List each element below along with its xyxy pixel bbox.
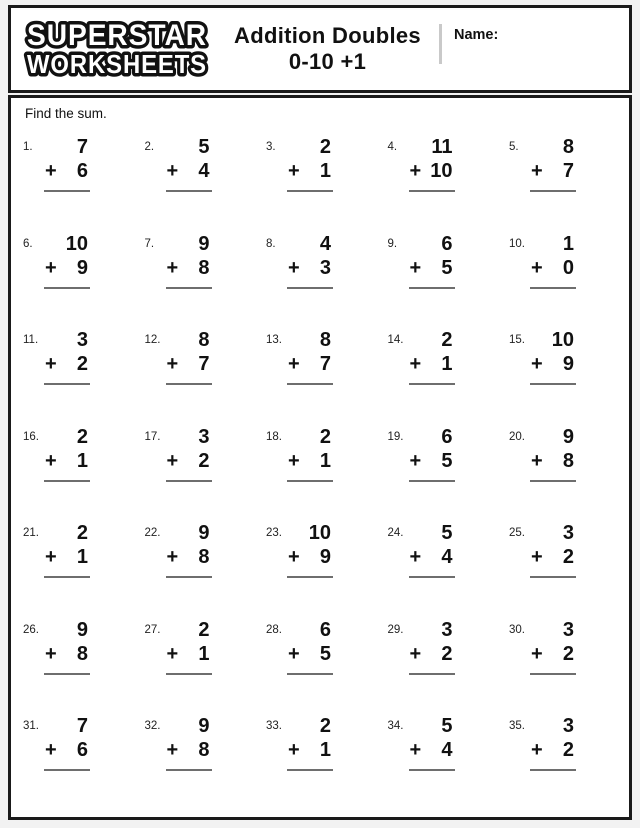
bottom-row — [530, 354, 576, 375]
bottom-row — [409, 258, 455, 279]
bottom-addend: 1 — [319, 160, 331, 182]
problem-stack — [287, 716, 333, 807]
plus-operator: + — [166, 739, 179, 761]
bottom-addend: 1 — [319, 449, 331, 472]
plus-operator: + — [166, 353, 179, 375]
top-addend: 5 — [441, 522, 453, 544]
answer-line — [530, 576, 576, 578]
top-addend: 9 — [76, 618, 88, 641]
plus-operator: + — [166, 256, 179, 279]
problem-stack — [166, 716, 212, 807]
answer-line — [530, 480, 576, 482]
plus-operator: + — [166, 642, 179, 665]
top-addend: 2 — [319, 425, 331, 448]
problem-cell — [20, 228, 142, 325]
answer-line — [409, 769, 455, 771]
bottom-addend: 2 — [562, 546, 574, 568]
answer-line — [287, 673, 333, 675]
plus-operator: + — [166, 449, 179, 472]
top-addend: 8 — [198, 329, 210, 351]
problem-cell — [506, 421, 628, 518]
problem-number: 1. — [23, 141, 33, 153]
top-addend: 1 — [562, 232, 574, 255]
bottom-addend: 7 — [198, 353, 210, 375]
problem-cell — [20, 324, 142, 421]
problem-stack — [530, 620, 576, 711]
problem-number: 3. — [266, 141, 276, 153]
problem-number: 18. — [266, 430, 282, 443]
bottom-row — [530, 258, 576, 279]
bottom-addend: 5 — [319, 642, 331, 665]
problem-cell — [263, 710, 385, 807]
problem-number: 11. — [23, 334, 39, 346]
problem-stack — [530, 330, 576, 421]
answer-line — [287, 190, 333, 192]
problem-stack — [166, 523, 212, 614]
plus-operator: + — [45, 353, 57, 375]
top-addend: 6 — [319, 618, 331, 641]
top-addend: 9 — [198, 232, 210, 255]
problem-cell — [263, 517, 385, 614]
bottom-addend: 7 — [562, 160, 574, 182]
problem-cell — [385, 614, 507, 711]
problem-cell — [263, 324, 385, 421]
bottom-row — [44, 740, 90, 761]
top-addend: 3 — [562, 522, 574, 544]
bottom-row — [166, 740, 212, 761]
answer-line — [530, 287, 576, 289]
plus-operator: + — [45, 546, 57, 568]
problem-number: 26. — [23, 623, 39, 636]
top-addend: 10 — [551, 329, 574, 351]
logo-line1: SUPERSTAR — [27, 19, 207, 52]
bottom-addend: 9 — [562, 353, 574, 375]
plus-operator: + — [409, 546, 422, 568]
problem-stack — [44, 234, 90, 325]
answer-line — [44, 480, 90, 482]
plus-operator: + — [166, 160, 179, 182]
plus-operator: + — [288, 739, 300, 761]
instruction-text: Find the sum. — [25, 106, 107, 121]
top-addend: 9 — [198, 522, 210, 544]
answer-line — [166, 480, 212, 482]
bottom-addend: 0 — [562, 256, 574, 279]
bottom-row — [287, 644, 333, 665]
problems-grid — [20, 131, 628, 807]
problem-cell — [142, 614, 264, 711]
answer-line — [530, 769, 576, 771]
worksheet-body — [8, 95, 632, 820]
problem-cell — [506, 131, 628, 228]
problem-cell — [142, 710, 264, 807]
problem-number: 29. — [387, 623, 404, 636]
top-addend: 3 — [198, 425, 210, 448]
plus-operator: + — [166, 546, 179, 568]
problem-number: 32. — [144, 720, 161, 732]
problem-stack — [287, 620, 333, 711]
problem-stack — [409, 137, 455, 228]
answer-line — [166, 383, 212, 385]
answer-line — [530, 673, 576, 675]
problem-cell — [263, 614, 385, 711]
problem-number: 10. — [509, 237, 525, 250]
problem-number: 33. — [266, 720, 282, 732]
top-addend: 8 — [319, 329, 331, 351]
name-section — [439, 8, 629, 90]
plus-operator: + — [45, 642, 57, 665]
bottom-addend: 2 — [562, 739, 574, 761]
problem-stack — [166, 234, 212, 325]
plus-operator: + — [531, 160, 543, 182]
top-addend: 4 — [319, 232, 331, 255]
bottom-row — [530, 644, 576, 665]
bottom-addend: 1 — [76, 449, 88, 472]
top-addend: 2 — [319, 715, 331, 737]
plus-operator: + — [409, 160, 422, 182]
problem-cell — [385, 228, 507, 325]
answer-line — [166, 576, 212, 578]
problem-cell — [142, 324, 264, 421]
title-line2: 0-10 +1 — [288, 49, 367, 74]
bottom-row — [44, 161, 90, 182]
plus-operator: + — [409, 449, 422, 472]
top-addend: 2 — [76, 522, 88, 544]
top-addend: 8 — [562, 136, 574, 158]
problem-number: 27. — [144, 623, 161, 636]
answer-line — [409, 383, 455, 385]
plus-operator: + — [409, 353, 422, 375]
plus-operator: + — [409, 642, 422, 665]
problem-number: 15. — [509, 334, 525, 346]
top-addend: 3 — [76, 329, 88, 351]
bottom-row — [287, 161, 333, 182]
header — [8, 5, 632, 93]
bottom-row — [166, 547, 212, 568]
plus-operator: + — [288, 160, 300, 182]
problem-stack — [409, 523, 455, 614]
problem-stack — [44, 330, 90, 421]
top-addend: 6 — [441, 232, 453, 255]
plus-operator: + — [288, 642, 300, 665]
bottom-row — [166, 354, 212, 375]
bottom-addend: 2 — [562, 642, 574, 665]
top-addend: 5 — [441, 715, 453, 737]
plus-operator: + — [531, 739, 543, 761]
bottom-addend: 4 — [441, 546, 453, 568]
answer-line — [166, 769, 212, 771]
problem-cell — [142, 131, 264, 228]
bottom-addend: 6 — [76, 160, 88, 182]
problem-stack — [166, 620, 212, 711]
answer-line — [409, 287, 455, 289]
name-divider — [439, 24, 442, 64]
problem-stack — [166, 427, 212, 518]
bottom-row — [287, 258, 333, 279]
problem-stack — [409, 620, 455, 711]
plus-operator: + — [531, 256, 543, 279]
problem-cell — [263, 131, 385, 228]
plus-operator: + — [45, 160, 57, 182]
problem-cell — [385, 131, 507, 228]
bottom-row — [409, 644, 455, 665]
top-addend: 10 — [65, 232, 88, 255]
bottom-row — [287, 547, 333, 568]
problem-cell — [385, 421, 507, 518]
top-addend: 5 — [198, 136, 210, 158]
plus-operator: + — [531, 546, 543, 568]
problem-stack — [409, 427, 455, 518]
problem-number: 25. — [509, 527, 525, 539]
problem-number: 20. — [509, 430, 525, 443]
bottom-row — [287, 451, 333, 472]
problem-cell — [20, 517, 142, 614]
answer-line — [287, 383, 333, 385]
problem-stack — [530, 523, 576, 614]
problem-number: 34. — [387, 720, 404, 732]
answer-line — [530, 190, 576, 192]
problem-cell — [20, 710, 142, 807]
answer-line — [44, 383, 90, 385]
answer-line — [409, 190, 455, 192]
problem-number: 6. — [23, 237, 33, 250]
superstar-worksheets-logo — [11, 16, 216, 82]
problem-stack — [409, 330, 455, 421]
top-addend: 3 — [562, 618, 574, 641]
bottom-row — [166, 451, 212, 472]
bottom-addend: 7 — [319, 353, 331, 375]
problem-number: 8. — [266, 237, 276, 250]
answer-line — [166, 190, 212, 192]
problem-stack — [530, 137, 576, 228]
bottom-addend: 1 — [319, 739, 331, 761]
bottom-row — [44, 258, 90, 279]
problem-stack — [166, 330, 212, 421]
bottom-row — [409, 547, 455, 568]
top-addend: 9 — [562, 425, 574, 448]
problem-stack — [287, 137, 333, 228]
bottom-row — [409, 740, 455, 761]
plus-operator: + — [45, 449, 57, 472]
plus-operator: + — [409, 739, 422, 761]
problem-number: 7. — [144, 237, 155, 250]
top-addend: 10 — [308, 522, 331, 544]
answer-line — [44, 769, 90, 771]
plus-operator: + — [288, 256, 300, 279]
bottom-row — [44, 644, 90, 665]
top-addend: 11 — [431, 136, 453, 158]
problem-stack — [287, 330, 333, 421]
problem-number: 22. — [144, 527, 161, 539]
problem-cell — [263, 228, 385, 325]
top-addend: 2 — [441, 329, 453, 351]
bottom-row — [409, 354, 455, 375]
problem-stack — [44, 523, 90, 614]
bottom-addend: 4 — [441, 739, 453, 761]
problem-cell — [142, 421, 264, 518]
plus-operator: + — [288, 449, 300, 472]
worksheet-title — [216, 23, 439, 76]
logo-graphic — [21, 16, 213, 82]
bottom-addend: 2 — [198, 449, 210, 472]
bottom-addend: 1 — [198, 642, 210, 665]
bottom-addend: 1 — [76, 546, 88, 568]
problem-number: 16. — [23, 430, 39, 443]
problem-stack — [44, 427, 90, 518]
top-addend: 7 — [76, 715, 88, 737]
problem-stack — [287, 234, 333, 325]
problem-cell — [142, 228, 264, 325]
problem-cell — [506, 710, 628, 807]
problem-number: 4. — [387, 141, 398, 153]
problem-cell — [20, 614, 142, 711]
problem-cell — [506, 614, 628, 711]
answer-line — [44, 576, 90, 578]
problem-number: 5. — [509, 141, 519, 153]
top-addend: 3 — [441, 618, 453, 641]
problem-stack — [44, 620, 90, 711]
plus-operator: + — [45, 739, 57, 761]
problem-number: 9. — [387, 237, 398, 250]
bottom-row — [530, 451, 576, 472]
problem-cell — [385, 517, 507, 614]
top-addend: 6 — [441, 425, 453, 448]
bottom-addend: 1 — [441, 353, 453, 375]
problem-number: 24. — [387, 527, 404, 539]
plus-operator: + — [531, 449, 543, 472]
top-addend: 2 — [198, 618, 210, 641]
problem-number: 21. — [23, 527, 39, 539]
plus-operator: + — [531, 353, 543, 375]
bottom-addend: 8 — [198, 256, 210, 279]
top-addend: 9 — [198, 715, 210, 737]
problem-stack — [409, 716, 455, 807]
answer-line — [166, 287, 212, 289]
problem-cell — [142, 517, 264, 614]
bottom-addend: 9 — [319, 546, 331, 568]
title-line1: Addition Doubles — [234, 22, 421, 48]
top-addend: 3 — [562, 715, 574, 737]
problem-stack — [287, 427, 333, 518]
problem-number: 13. — [266, 334, 282, 346]
problem-stack — [287, 523, 333, 614]
bottom-row — [44, 451, 90, 472]
logo-line2: WORKSHEETS — [27, 49, 207, 79]
bottom-row — [530, 740, 576, 761]
answer-line — [409, 480, 455, 482]
answer-line — [44, 287, 90, 289]
bottom-row — [166, 161, 212, 182]
problem-cell — [20, 421, 142, 518]
problem-number: 17. — [144, 430, 161, 443]
top-addend: 7 — [76, 136, 88, 158]
answer-line — [166, 673, 212, 675]
problem-stack — [44, 716, 90, 807]
problem-stack — [530, 427, 576, 518]
name-label: Name: — [454, 27, 499, 43]
problem-number: 23. — [266, 527, 282, 539]
problem-number: 19. — [387, 430, 404, 443]
answer-line — [409, 673, 455, 675]
bottom-row — [287, 740, 333, 761]
problem-number: 30. — [509, 623, 525, 636]
problem-cell — [385, 324, 507, 421]
answer-line — [287, 287, 333, 289]
bottom-addend: 5 — [441, 449, 453, 472]
answer-line — [44, 673, 90, 675]
answer-line — [44, 190, 90, 192]
problem-stack — [44, 137, 90, 228]
bottom-addend: 8 — [76, 642, 88, 665]
bottom-row — [166, 258, 212, 279]
problem-number: 28. — [266, 623, 282, 636]
answer-line — [287, 769, 333, 771]
plus-operator: + — [288, 353, 300, 375]
plus-operator: + — [288, 546, 300, 568]
problem-cell — [506, 324, 628, 421]
problem-number: 14. — [387, 334, 404, 346]
top-addend: 2 — [76, 425, 88, 448]
problem-number: 12. — [144, 334, 161, 346]
bottom-addend: 5 — [441, 256, 453, 279]
bottom-addend: 2 — [441, 642, 453, 665]
problem-number: 31. — [23, 720, 39, 732]
answer-line — [409, 576, 455, 578]
plus-operator: + — [45, 256, 57, 279]
bottom-addend: 6 — [76, 739, 88, 761]
problem-cell — [385, 710, 507, 807]
problem-stack — [530, 234, 576, 325]
problem-cell — [506, 517, 628, 614]
problem-stack — [409, 234, 455, 325]
bottom-addend: 8 — [198, 739, 210, 761]
bottom-row — [530, 547, 576, 568]
plus-operator: + — [531, 642, 543, 665]
bottom-addend: 2 — [76, 353, 88, 375]
plus-operator: + — [409, 256, 422, 279]
problem-number: 35. — [509, 720, 525, 732]
bottom-addend: 8 — [562, 449, 574, 472]
bottom-addend: 9 — [76, 256, 88, 279]
bottom-addend: 4 — [198, 160, 210, 182]
problem-number: 2. — [144, 141, 155, 153]
bottom-row — [166, 644, 212, 665]
answer-line — [287, 576, 333, 578]
problem-cell — [263, 421, 385, 518]
bottom-row — [287, 354, 333, 375]
answer-line — [530, 383, 576, 385]
bottom-row — [44, 354, 90, 375]
problem-stack — [166, 137, 212, 228]
top-addend: 2 — [319, 136, 331, 158]
bottom-addend: 10 — [430, 160, 453, 182]
problem-cell — [506, 228, 628, 325]
bottom-row — [409, 161, 455, 182]
bottom-row — [409, 451, 455, 472]
problem-stack — [530, 716, 576, 807]
bottom-addend: 8 — [198, 546, 210, 568]
bottom-row — [44, 547, 90, 568]
problem-cell — [20, 131, 142, 228]
bottom-addend: 3 — [319, 256, 331, 279]
bottom-row — [530, 161, 576, 182]
answer-line — [287, 480, 333, 482]
